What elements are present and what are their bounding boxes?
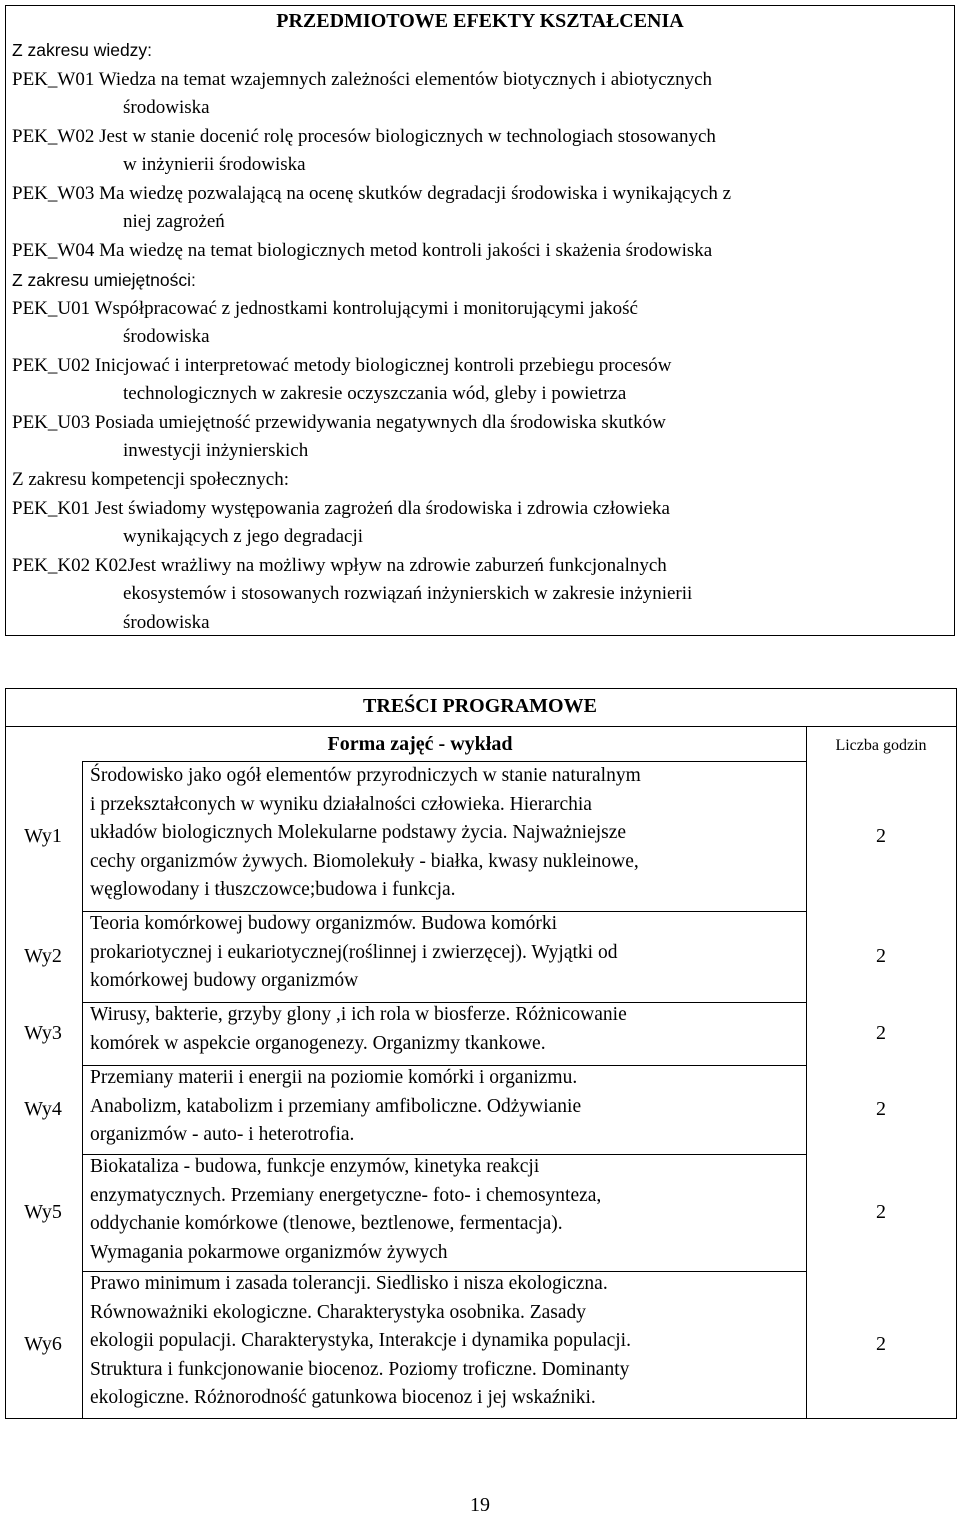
- page-number: 19: [470, 1494, 490, 1516]
- title-divider: [5, 726, 957, 727]
- outcome-k02-line3: środowiska: [123, 612, 210, 633]
- outcome-w02-line1: PEK_W02 Jest w stanie docenić rolę procesów biologicznych w technologiach stosowanych: [12, 126, 716, 147]
- lecture-topic-line: prokariotycznej i eukariotycznej(roślinnej i zwierzęcej). Wyjątki od: [90, 941, 618, 963]
- lecture-topic-line: organizmów - auto- i heterotrofia.: [90, 1124, 355, 1146]
- outcome-u02-line2: technologicznych w zakresie oczyszczania wód, gleby i powietrza: [123, 383, 627, 404]
- lecture-topic-line: enzymatycznych. Przemiany energetyczne- foto- i chemosynteza,: [90, 1184, 602, 1206]
- lecture-topic-line: cechy organizmów żywych. Biomolekuły - białka, kwasy nukleinowe,: [90, 850, 639, 872]
- lecture-topic-line: Prawo minimum i zasada tolerancji. Siedlisko i nisza ekologiczna.: [90, 1273, 608, 1294]
- outcome-u03-line2: inwestycji inżynierskich: [123, 440, 309, 461]
- lecture-topic-line: i przekształconych w wyniku działalności człowieka. Hierarchia: [90, 793, 592, 815]
- outcome-u01-line2: środowiska: [123, 326, 210, 347]
- outcome-w01-line1: PEK_W01 Wiedza na temat wzajemnych zależności elementów biotycznych i abiotycznych: [12, 69, 713, 90]
- lecture-hours: 2: [876, 825, 886, 847]
- lecture-topic-line: Biokataliza - budowa, funkcje enzymów, kinetyka reakcji: [90, 1156, 540, 1177]
- outcome-w03-line1: PEK_W03 Ma wiedzę pozwalającą na ocenę skutków degradacji środowiska i wynikających z: [12, 183, 732, 204]
- lecture-topic-line: węglowodany i tłuszczowce;budowa i funkcja.: [90, 879, 456, 901]
- lecture-topic-line: ekologiczne. Różnorodność gatunkowa biocenoz i jej wskaźniki.: [90, 1387, 596, 1409]
- lecture-topic-line: komórek w aspekcie organogenezy. Organizmy tkankowe.: [90, 1032, 546, 1054]
- lecture-code: Wy1: [24, 825, 62, 847]
- lecture-code: Wy6: [24, 1333, 62, 1355]
- knowledge-heading: Z zakresu wiedzy:: [12, 40, 153, 60]
- lecture-code: Wy5: [24, 1200, 62, 1223]
- lecture-topic-line: oddychanie komórkowe (tlenowe, beztlenowe, fermentacja).: [90, 1213, 563, 1235]
- lecture-hours: 2: [876, 1200, 886, 1223]
- outcome-w02-line2: w inżynierii środowiska: [123, 154, 306, 175]
- lecture-hours: 2: [876, 944, 886, 967]
- outcome-w03-line2: niej zagrożeń: [123, 211, 225, 232]
- row-divider: [82, 1154, 806, 1155]
- outcome-k01-line2: wynikających z jego degradacji: [123, 526, 364, 547]
- lecture-topic-line: Przemiany materii i energii na poziomie komórki i organizmu.: [90, 1067, 578, 1088]
- outcome-u02-line1: PEK_U02 Inicjować i interpretować metody biologicznej kontroli przebiegu procesów: [12, 355, 672, 376]
- lecture-topic-line: Anabolizm, katabolizm i przemiany amfiboliczne. Odżywianie: [90, 1095, 582, 1117]
- lecture-topic-line: Środowisko jako ogół elementów przyrodniczych w stanie naturalnym: [90, 765, 641, 786]
- lecture-hours: 2: [876, 1333, 886, 1355]
- lecture-topic-line: Teoria komórkowej budowy organizmów. Budowa komórki: [90, 913, 558, 934]
- lecture-topic-line: Równoważniki ekologiczne. Charakterystyka osobnika. Zasady: [90, 1301, 587, 1323]
- outcome-w01-line2: środowiska: [123, 97, 210, 118]
- row-divider: [82, 1065, 806, 1066]
- header-divider: [82, 761, 806, 762]
- row-divider: [82, 1002, 806, 1003]
- lecture-code: Wy2: [24, 944, 62, 967]
- row-divider: [82, 1271, 806, 1272]
- lecture-topic-line: komórkowej budowy organizmów: [90, 970, 359, 992]
- skills-heading: Z zakresu umiejętności:: [12, 270, 196, 290]
- outcome-u03-line1: PEK_U03 Posiada umiejętność przewidywania negatywnych dla środowiska skutków: [12, 412, 666, 433]
- outcome-k02-line2: ekosystemów i stosowanych rozwiązań inżynierskich w zakresie inżynierii: [123, 583, 693, 604]
- row-divider: [82, 911, 806, 912]
- social-heading: Z zakresu kompetencji społecznych:: [12, 469, 289, 490]
- lecture-hours: 2: [876, 1021, 886, 1044]
- lecture-hours: 2: [876, 1097, 886, 1120]
- lecture-topic-line: ekologii populacji. Charakterystyka, Interakcje i dynamika populacji.: [90, 1330, 631, 1352]
- lecture-topic-line: układów biologicznych Molekularne podstawy życia. Najważniejsze: [90, 822, 627, 844]
- lecture-code: Wy4: [24, 1097, 62, 1120]
- lecture-topic-line: Wirusy, bakterie, grzyby glony ,i ich rola w biosferze. Różnicowanie: [90, 1004, 627, 1025]
- code-column-divider: [82, 761, 83, 1419]
- outcome-k02-line1: PEK_K02 K02Jest wrażliwy na możliwy wpływ na zdrowie zaburzeń funkcjonalnych: [12, 555, 667, 576]
- form-header: Forma zajęć - wykład: [327, 733, 513, 755]
- program-title: TREŚCI PROGRAMOWE: [363, 695, 597, 717]
- outcome-k01-line1: PEK_K01 Jest świadomy występowania zagrożeń dla środowiska i zdrowia człowieka: [12, 498, 670, 519]
- outcome-u01-line1: PEK_U01 Współpracować z jednostkami kontrolującymi i monitorującymi jakość: [12, 298, 638, 319]
- lecture-topic-line: Wymagania pokarmowe organizmów żywych: [90, 1241, 448, 1263]
- lecture-code: Wy3: [24, 1021, 62, 1044]
- lecture-topic-line: Struktura i funkcjonowanie biocenoz. Poziomy troficzne. Dominanty: [90, 1358, 630, 1380]
- learning-outcomes-title: PRZEDMIOTOWE EFEKTY KSZTAŁCENIA: [276, 10, 684, 32]
- hours-header: Liczba godzin: [835, 737, 927, 754]
- outcome-w04-line1: PEK_W04 Ma wiedzę na temat biologicznych metod kontroli jakości i skażenia środowiska: [12, 240, 713, 261]
